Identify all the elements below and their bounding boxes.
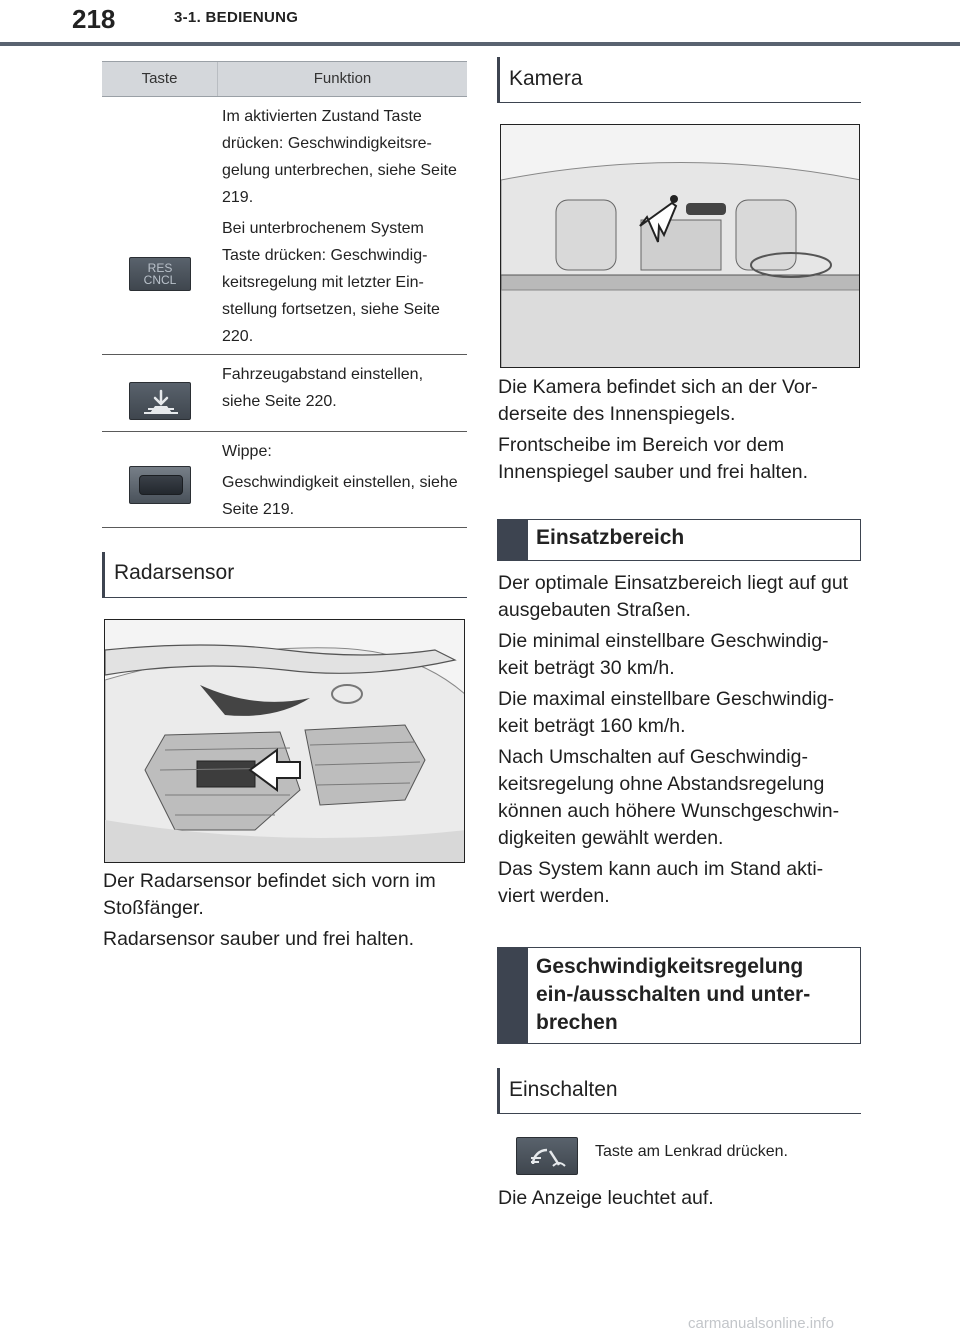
function-text: Geschwindigkeit einstellen, siehe Seite 219.: [222, 474, 458, 518]
rocker-switch-icon: [129, 466, 191, 504]
paragraph: Das System kann auch im Stand akti- viert werden.: [498, 858, 824, 907]
section-heading-einschalten: Einschalten: [497, 1068, 861, 1114]
paragraph: Frontscheibe im Bereich vor dem Innenspiegel sauber und frei halten.: [498, 434, 809, 483]
paragraph: Die maximal einstellbare Geschwindig- keit beträgt 160 km/h.: [498, 688, 834, 737]
key-function-table: [102, 61, 467, 528]
interior-mirror-camera-illustration: [500, 124, 860, 368]
table-row: [102, 432, 467, 528]
key-label-cncl: CNCL: [143, 273, 177, 287]
section-heading-radar: Radarsensor: [102, 552, 467, 598]
paragraph: Die Kamera befindet sich an der Vor- derseite des Innenspiegels.: [498, 376, 818, 425]
radar-text: [103, 868, 468, 953]
header-rule: [0, 42, 960, 46]
front-bumper-radar-sensor-illustration: [104, 619, 465, 863]
paragraph: Radarsensor sauber und frei halten.: [103, 928, 415, 950]
section-heading-toggle: [497, 947, 861, 1044]
einsatzbereich-text: [498, 570, 863, 910]
heading-text: Geschwindigkeitsregelung ein-/ausschalten und unter- brechen: [536, 955, 811, 1034]
table-row: [102, 355, 467, 432]
paragraph: Der optimale Einsatzbereich liegt auf gut ausgebauten Straßen.: [498, 572, 849, 621]
watermark: carmanualsonline.info: [688, 1315, 834, 1332]
table-header: [102, 61, 467, 97]
column-header-function: Funktion: [313, 70, 372, 87]
cruise-control-button-icon: [516, 1137, 578, 1175]
paragraph: Die minimal einstellbare Geschwindig- keit beträgt 30 km/h.: [498, 630, 829, 679]
key-label-res: RES: [147, 261, 173, 275]
function-text: Wippe:: [222, 443, 272, 460]
section-heading-einsatzbereich: [497, 519, 861, 561]
table-row: [102, 97, 467, 355]
function-text: Fahrzeugabstand einstellen, siehe Seite 220.: [222, 366, 424, 410]
function-text: Bei unterbrochenem System Taste drücken: Geschwindig- keitsregelung mit letzter Ein- stellung fortsetzen, siehe Seite 220.: [222, 220, 440, 345]
icon-caption: Taste am Lenkrad drücken.: [595, 1143, 788, 1160]
chapter-title: 3-1. BEDIENUNG: [174, 9, 299, 26]
einschalten-text: Die Anzeige leuchtet auf.: [498, 1187, 714, 1209]
res-cncl-button-icon: [129, 257, 191, 291]
page-number: 218: [72, 4, 116, 34]
vehicle-distance-button-icon: [129, 382, 191, 420]
page-header: [0, 0, 960, 48]
function-text: Im aktivierten Zustand Taste drücken: Geschwindigkeitsre- gelung unterbrechen, siehe Seite 219.: [222, 108, 457, 206]
paragraph: Nach Umschalten auf Geschwindig- keitsregelung ohne Abstandsregelung können auch höhere Wunschgeschwin- digkeiten gewählt werden.: [498, 746, 840, 849]
section-heading-camera: Kamera: [497, 57, 861, 103]
camera-text: [498, 374, 863, 486]
paragraph: Der Radarsensor befindet sich vorn im Stoßfänger.: [103, 870, 436, 919]
column-header-key: Taste: [102, 62, 218, 96]
heading-text: Einsatzbereich: [536, 526, 685, 549]
